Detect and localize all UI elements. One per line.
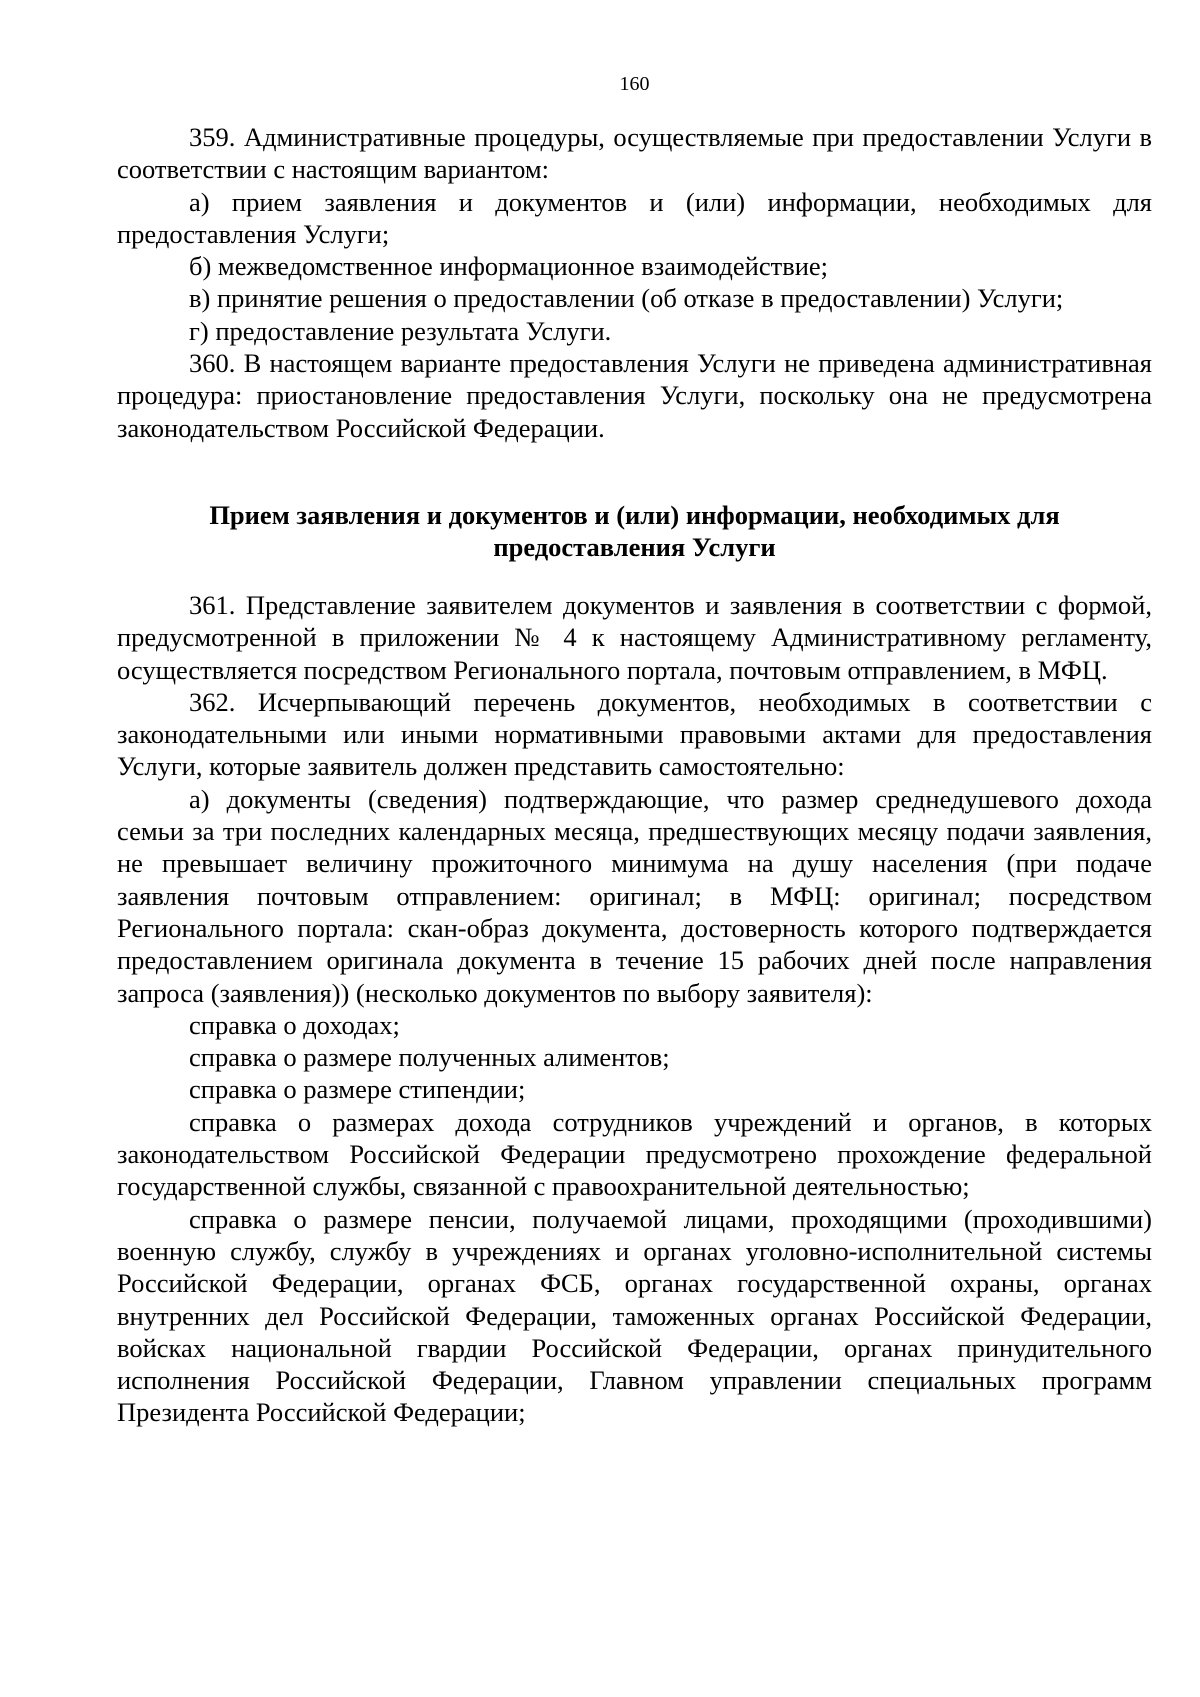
list-item-b: б) межведомственное информационное взаимодействие;	[189, 251, 829, 282]
paragraph-362: 362. Исчерпывающий перечень документов, необходимых в соответствии с законодательными или иными нормативными правовыми актами для предоставления Услуги, которые заявитель должен представить самостоятельно:	[117, 686, 1152, 782]
list-item-v: в) принятие решения о предоставлении (об отказе в предоставлении) Услуги;	[189, 283, 1064, 314]
paragraph-360: 360. В настоящем варианте предоставления Услуги не приведена административная процедура: приостановление предоставления Услуги, поскольку она не предусмотрена законодательством Российской Федерации.	[117, 348, 1152, 443]
document-body	[117, 121, 1152, 1429]
list-item-362-a: а) документы (сведения) подтверждающие, что размер среднедушевого дохода семьи за три последних календарных месяца, предшествующих месяцу подачи заявления, не превышает величину прожиточного минимума на душу населения (при подаче заявления почтовым отправлением: оригинал; в МФЦ: оригинал; посредством Регионального портала: скан-образ документа, достоверность которого подтверждается предоставлением оригинала документа в течение 15 рабочих дней после направления запроса (заявления)) (несколько документов по выбору заявителя):	[117, 783, 1152, 1008]
list-item-g: г) предоставление результата Услуги.	[189, 315, 612, 346]
list-item-a: а) прием заявления и документов и (или) информации, необходимых для предоставления Услуги;	[117, 186, 1152, 249]
page-number: 160	[619, 73, 650, 95]
list-item-stipend-certificate: справка о размере стипендии;	[189, 1074, 526, 1105]
list-item-alimony-certificate: справка о размере полученных алиментов;	[189, 1042, 670, 1073]
paragraph-359: 359. Административные процедуры, осуществляемые при предоставлении Услуги в соответствии с настоящим вариантом:	[117, 122, 1152, 185]
list-item-income-certificate: справка о доходах;	[189, 1009, 400, 1040]
section-heading: Прием заявления и документов и (или) информации, необходимых для предоставления Услуги	[209, 499, 1060, 562]
paragraph-361: 361. Представление заявителем документов и заявления в соответствии с формой, предусмотренной в приложении № 4 к настоящему Административному регламенту, осуществляется посредством Регионального портала, почтовым отправлением, в МФЦ.	[117, 589, 1152, 685]
list-item-pension-certificate: справка о размере пенсии, получаемой лицами, проходящими (проходившими) военную службу, службу в учреждениях и органах уголовно-исполнительной системы Российской Федерации, органах ФСБ, органах государственной охраны, органах внутренних дел Российской Федерации, таможенных органах Российской Федерации, войсках национальной гвардии Российской Федерации, органах принудительного исполнения Российской Федерации, Главном управлении специальных программ Президента Российской Федерации;	[117, 1203, 1152, 1428]
list-item-employee-income-certificate: справка о размерах дохода сотрудников учреждений и органов, в которых законодательством Российской Федерации предусмотрено прохождение федеральной государственной службы, связанной с правоохранительной деятельностью;	[117, 1106, 1152, 1202]
